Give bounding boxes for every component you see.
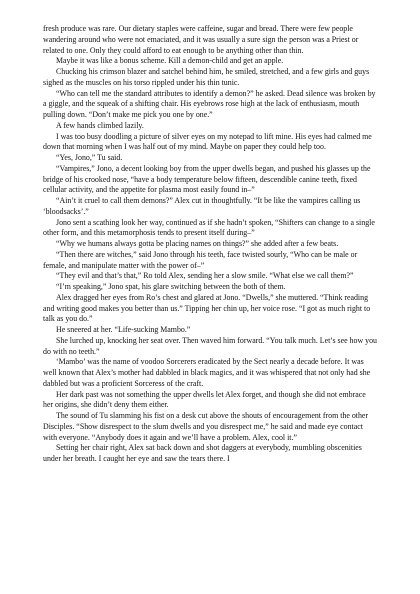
paragraph-17: She lurched up, knocking her seat over. Then waved him forward. “You talk much. Let’s see how you do with no teeth.”: [43, 335, 377, 356]
paragraph-1: fresh produce was rare. Our dietary staples were caffeine, sugar and bread. There were few people wandering around who were not emaciated, and it was usually a sure sign the person was a Priest or related to one. Only they could afford to eat enough to be anything other than thin.: [43, 24, 359, 55]
paragraph-15: Alex dragged her eyes from Ro’s chest and glared at Jono. “Dwells,” she muttered. “Think reading and writing good makes you better than us.” Tipping her chin up, her voice rose. “I got as much right to talk as you do.”: [43, 292, 371, 324]
paragraph-2: Maybe it was like a bonus scheme. Kill a demon-child and get an apple.: [56, 56, 284, 66]
paragraph-11: “Why we humans always gotta be placing names on things?” she added after a few beats.: [56, 239, 339, 248]
paragraph-9: “Ain’t it cruel to call them demons?” Alex cut in thoughtfully. “It be like the vampires calling us ‘bloodsacks’.”: [43, 196, 361, 216]
paragraph-6: I was too busy doodling a picture of silver eyes on my notepad to lift mine. His eyes had calmed me down that morning when I was half out of my mind. Maybe on paper they could help too.: [43, 131, 372, 152]
paragraph-13: “They evil and that’s that,” Ro told Alex, sending her a slow smile. “What else we call them?”: [56, 271, 354, 281]
paragraph-3: Chucking his crimson blazer and satchel behind him, he smiled, stretched, and a few girls and guys sighed as the muscles on his torso rippled under his thin tunic.: [43, 67, 370, 87]
paragraph-14: “I’m speaking,” Jono spat, his glare switching between the both of them.: [56, 282, 286, 291]
paragraph-8: “Vampires,” Jono, a decent looking boy from the upper dwells began, and pushed his glasses up the bridge of his crooked nose, “have a body temperature below fifteen, descendible canine teeth, fixed cellular activity, and the appetite for plasma most easily found in–”: [43, 163, 371, 195]
paragraph-10: Jono sent a scathing look her way, continued as if she hadn’t spoken, “Shifters can change to a single other form, and this metamorphosis tends to present itself during–”: [43, 217, 375, 238]
paragraph-4: “Who can tell me the standard attributes to identify a demon?” he asked. Dead silence was broken by a giggle, and the squeak of a shifting chair. His eyebrows rose high at the lack of enthusiasm, mouth pulling down. “Don’t make me pick you one by one.”: [43, 88, 376, 119]
paragraph-5: A few hands climbed lazily.: [56, 120, 144, 130]
paragraph-12: “Then there are witches,” said Jono through his teeth, face twisted sourly, “Who can be male or female, and manipulate matter with the power of–”: [43, 249, 358, 270]
paragraph-19: Her dark past was not something the upper dwells let Alex forget, and though she did not embrace her origins, she didn’t deny them either.: [43, 389, 366, 410]
paragraph-18: ‘Mambo’ was the name of voodoo Sorcerers eradicated by the Sect nearly a decade before. It was well known that Alex’s mother had dabbled in black magics, and it was whispered that not only had she dabbled but was a proficient Sorceress of the craft.: [43, 357, 371, 388]
paragraph-7: “Yes, Jono,” Tu said.: [56, 153, 123, 162]
paragraph-16: He sneered at her. “Life-sucking Mambo.”: [56, 325, 191, 334]
paragraph-21: Setting her chair right, Alex sat back down and shot daggers at everybody, mumbling obscenities under her breath. I caught her eye and saw the tears there. I: [43, 443, 362, 463]
paragraph-20: The sound of Tu slamming his fist on a desk cut above the shouts of encouragement from the other Disciples. “Show disrespect to the slum dwells and you disrespect me,” he said and made eye contact with everyone. “Anybody does it again and we’ll have a problem. Alex, cool it.”: [43, 411, 369, 442]
page-body: [43, 24, 377, 465]
